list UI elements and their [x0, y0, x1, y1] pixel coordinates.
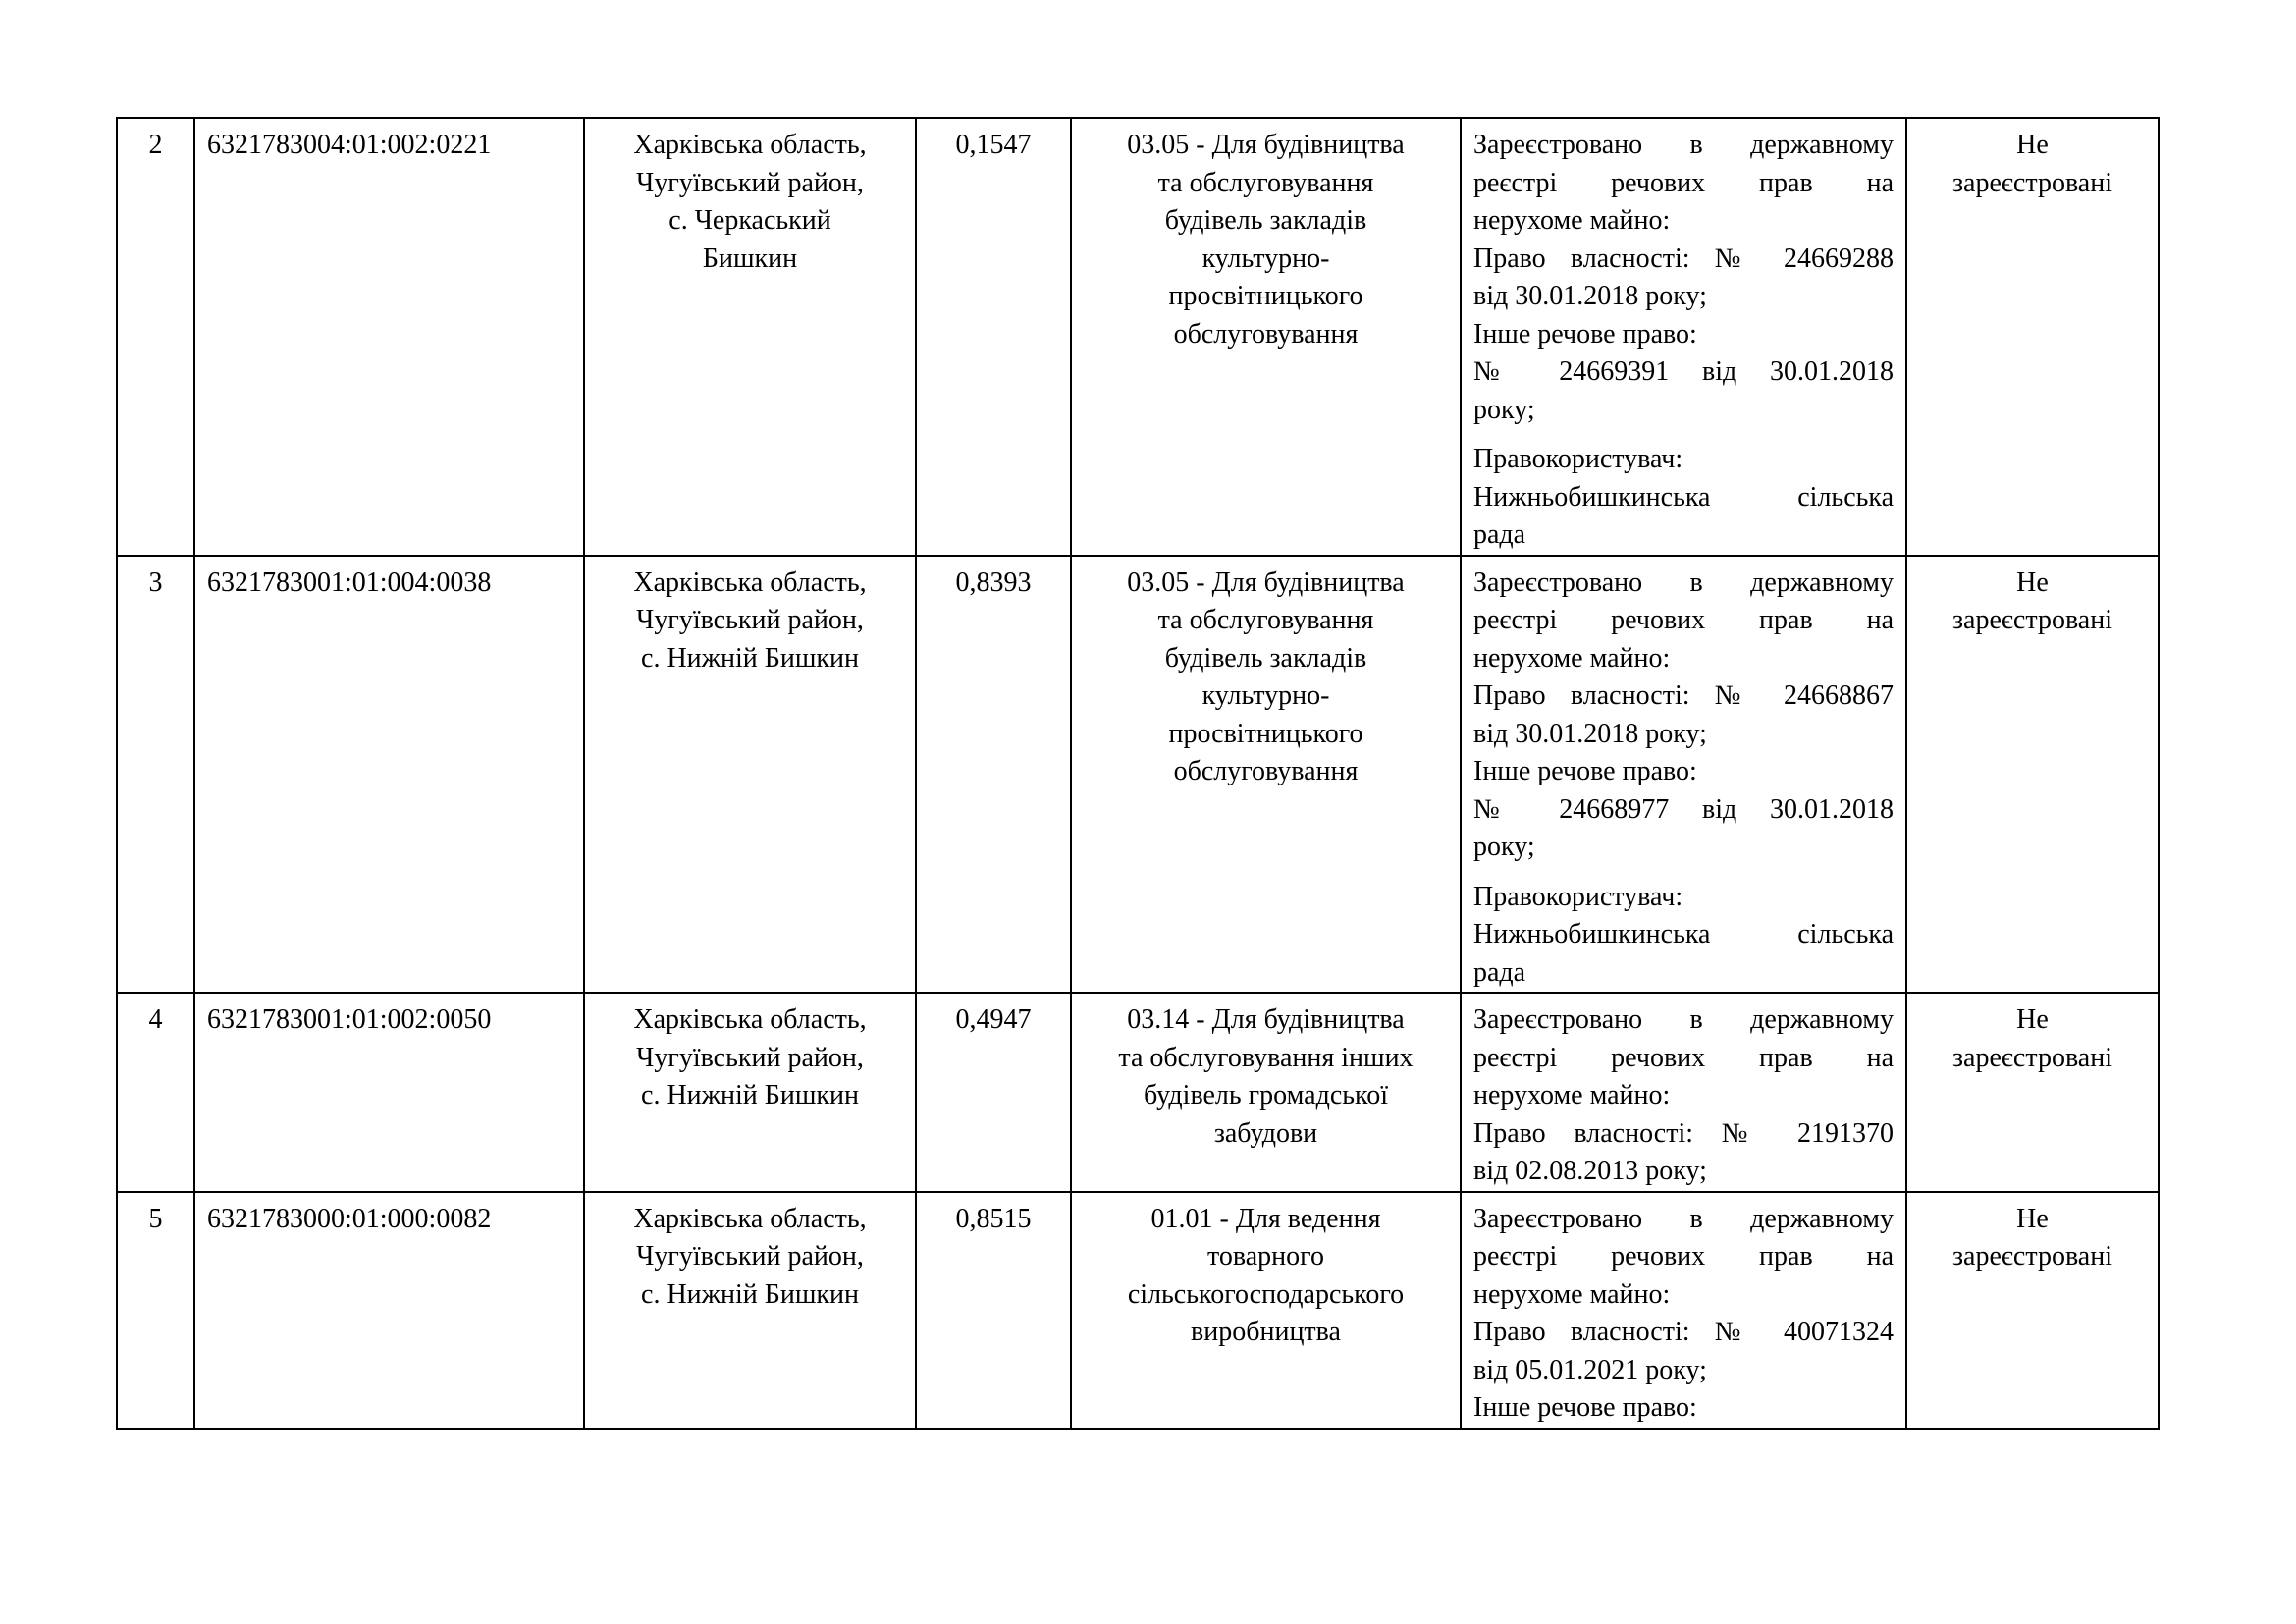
right-holder-line: Нижньобишкинська сільська — [1473, 481, 1894, 513]
status-cell — [1906, 1192, 2159, 1429]
cadastral-number: 6321783001:01:002:0050 — [207, 1004, 492, 1035]
right-holder-line: рада — [1473, 519, 1526, 550]
right-holder-line: Правокористувач: — [1473, 444, 1683, 474]
registration-line: року; — [1473, 832, 1535, 862]
registration-line: Право власності: № 24668867 — [1473, 680, 1894, 711]
status-cell — [1906, 118, 2159, 556]
paragraph-gap — [1473, 429, 1894, 441]
area-cell — [916, 556, 1071, 994]
address-line: Чугуївський район, — [636, 605, 864, 635]
table-body — [117, 118, 2159, 1429]
address-cell — [584, 118, 916, 556]
purpose-cell — [1071, 993, 1461, 1192]
registration-line: Інше речове право: — [1473, 1392, 1697, 1423]
purpose-line: обслуговування — [1173, 318, 1359, 350]
purpose-line: просвітницького — [1168, 718, 1363, 749]
registration-line: Право власності: № 24669288 — [1473, 243, 1894, 274]
purpose-line: будівель громадської — [1144, 1080, 1388, 1110]
cadastral-number-cell — [194, 1192, 584, 1429]
status-line: зареєстровані — [1952, 605, 2112, 635]
registration-line: № 24669391 від 30.01.2018 — [1473, 356, 1894, 387]
registration-cell — [1461, 1192, 1906, 1429]
registration-line: від 02.08.2013 року; — [1473, 1156, 1707, 1186]
registration-cell — [1461, 118, 1906, 556]
area-cell — [916, 118, 1071, 556]
registration-line: Інше речове право: — [1473, 756, 1697, 786]
registration-cell — [1461, 556, 1906, 994]
registration-line: реєстрі речових прав на — [1473, 167, 1894, 198]
registration-line: Зареєстровано в державному — [1473, 567, 1894, 598]
cadastral-number: 6321783004:01:002:0221 — [207, 130, 492, 160]
registration-line: № 24668977 від 30.01.2018 — [1473, 793, 1894, 825]
registration-line: Зареєстровано в державному — [1473, 130, 1894, 160]
purpose-line: обслуговування — [1173, 756, 1359, 786]
registration-line: нерухоме майно: — [1473, 1278, 1671, 1310]
right-holder-line: Правокористувач: — [1473, 881, 1683, 912]
area-value: 0,4947 — [955, 1004, 1032, 1035]
registration-line: нерухоме майно: — [1473, 205, 1671, 236]
row-number-cell — [117, 556, 194, 994]
status-line: Не — [2016, 130, 2049, 160]
purpose-line: будівель закладів — [1164, 205, 1367, 236]
address-line: с. Черкаський — [668, 205, 831, 236]
address-line: с. Нижній Бишкин — [641, 1080, 859, 1110]
registration-line: від 30.01.2018 року; — [1473, 718, 1707, 749]
purpose-line: 03.05 - Для будівництва — [1127, 567, 1405, 598]
cadastral-number: 6321783000:01:000:0082 — [207, 1203, 492, 1234]
registration-line: Інше речове право: — [1473, 318, 1697, 350]
purpose-line: 03.05 - Для будівництва — [1127, 130, 1405, 160]
registration-cell — [1461, 993, 1906, 1192]
purpose-line: культурно- — [1201, 680, 1330, 711]
address-cell — [584, 993, 916, 1192]
cadastral-number: 6321783001:01:004:0038 — [207, 567, 492, 598]
purpose-line: 01.01 - Для ведення — [1150, 1203, 1381, 1234]
row-number-cell — [117, 993, 194, 1192]
purpose-line: та обслуговування — [1157, 167, 1374, 198]
cadastral-number-cell — [194, 118, 584, 556]
address-line: Чугуївський район, — [636, 1042, 864, 1073]
registration-line: Право власності: № 2191370 — [1473, 1117, 1894, 1149]
cadastral-number-cell — [194, 556, 584, 994]
registration-line: року; — [1473, 394, 1535, 425]
status-line: Не — [2016, 567, 2049, 598]
address-line: Чугуївський район, — [636, 1241, 864, 1272]
land-plots-table — [116, 117, 2160, 1430]
address-line: с. Нижній Бишкин — [641, 642, 859, 674]
row-number: 3 — [148, 567, 163, 598]
address-line: Харківська область, — [633, 1203, 867, 1234]
purpose-cell — [1071, 1192, 1461, 1429]
row-number: 4 — [148, 1004, 163, 1035]
status-line: зареєстровані — [1952, 167, 2112, 198]
purpose-line: сільськогосподарського — [1127, 1278, 1405, 1310]
address-cell — [584, 1192, 916, 1429]
purpose-line: виробництва — [1191, 1317, 1341, 1347]
address-line: Харківська область, — [633, 567, 867, 598]
status-line: зареєстровані — [1952, 1241, 2112, 1272]
registration-line: реєстрі речових прав на — [1473, 1241, 1894, 1272]
address-cell — [584, 556, 916, 994]
row-number: 2 — [148, 130, 163, 160]
registration-line: Зареєстровано в державному — [1473, 1203, 1894, 1234]
cadastral-number-cell — [194, 993, 584, 1192]
table-row — [117, 118, 2159, 556]
registration-line: нерухоме майно: — [1473, 1080, 1671, 1110]
status-cell — [1906, 556, 2159, 994]
purpose-line: будівель закладів — [1164, 642, 1367, 674]
purpose-line: забудови — [1213, 1117, 1318, 1149]
purpose-line: та обслуговування інших — [1118, 1042, 1414, 1073]
paragraph-gap — [1473, 867, 1894, 879]
registration-line: Право власності: № 40071324 — [1473, 1317, 1894, 1347]
address-line: Чугуївський район, — [636, 167, 864, 198]
purpose-line: 03.14 - Для будівництва — [1127, 1004, 1405, 1035]
row-number: 5 — [148, 1203, 163, 1234]
address-line: с. Нижній Бишкин — [641, 1278, 859, 1310]
table-row — [117, 993, 2159, 1192]
status-line: зареєстровані — [1952, 1042, 2112, 1073]
right-holder-line: рада — [1473, 956, 1526, 988]
purpose-cell — [1071, 556, 1461, 994]
purpose-cell — [1071, 118, 1461, 556]
status-cell — [1906, 993, 2159, 1192]
registration-line: від 05.01.2021 року; — [1473, 1354, 1707, 1385]
address-line: Харківська область, — [633, 1004, 867, 1035]
table-row — [117, 1192, 2159, 1429]
status-line: Не — [2016, 1203, 2049, 1234]
table-row — [117, 556, 2159, 994]
registration-line: від 30.01.2018 року; — [1473, 281, 1707, 311]
registration-line: реєстрі речових прав на — [1473, 1042, 1894, 1073]
area-value: 0,8515 — [955, 1203, 1032, 1234]
registration-line: Зареєстровано в державному — [1473, 1004, 1894, 1035]
address-line: Бишкин — [702, 243, 798, 274]
right-holder-line: Нижньобишкинська сільська — [1473, 919, 1894, 949]
purpose-line: просвітницького — [1168, 281, 1363, 311]
purpose-line: товарного — [1207, 1241, 1324, 1272]
registration-line: нерухоме майно: — [1473, 642, 1671, 674]
purpose-line: та обслуговування — [1157, 605, 1374, 635]
area-cell — [916, 993, 1071, 1192]
area-cell — [916, 1192, 1071, 1429]
area-value: 0,8393 — [955, 567, 1032, 598]
area-value: 0,1547 — [955, 130, 1032, 160]
row-number-cell — [117, 1192, 194, 1429]
status-line: Не — [2016, 1004, 2049, 1035]
address-line: Харківська область, — [633, 130, 867, 160]
row-number-cell — [117, 118, 194, 556]
purpose-line: культурно- — [1201, 243, 1330, 274]
registration-line: реєстрі речових прав на — [1473, 605, 1894, 635]
